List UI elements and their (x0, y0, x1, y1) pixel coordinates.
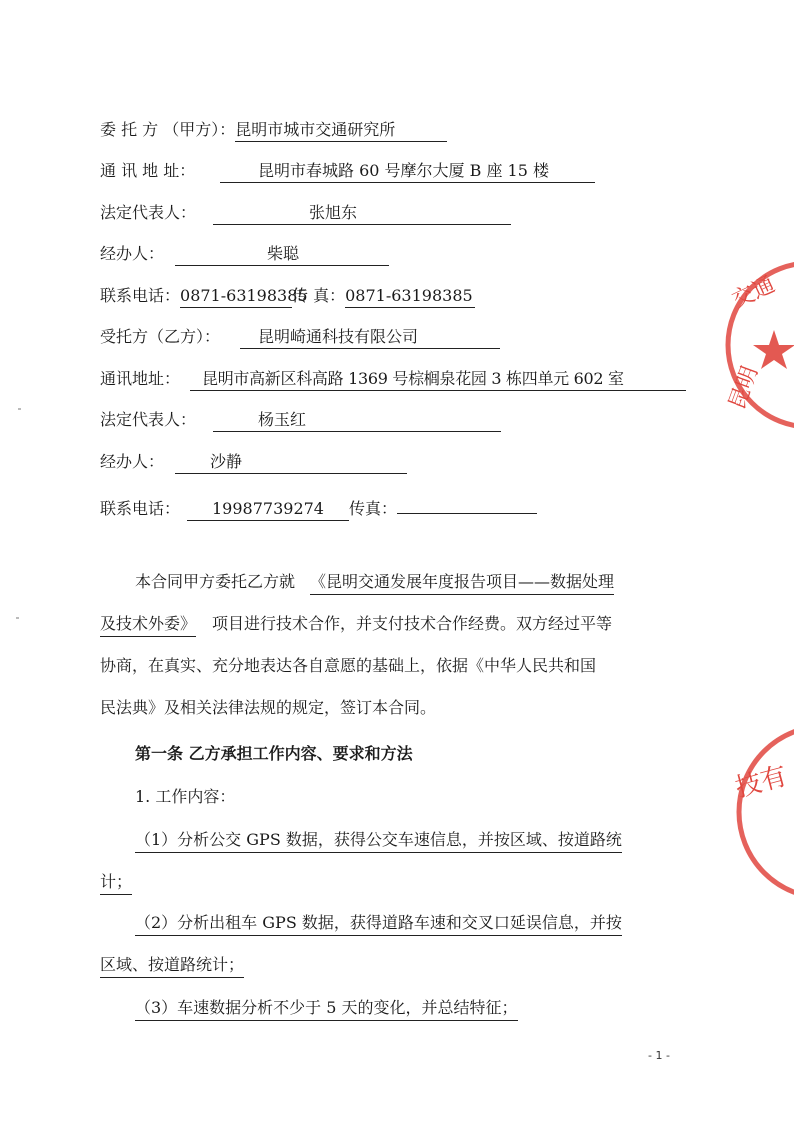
project-title-part-1: 《昆明交通发展年度报告项目——数据处理 (310, 570, 614, 595)
party-a-agent-label: 经办人： (100, 244, 165, 263)
party-b-name-value: 昆明崎通科技有限公司 (240, 326, 500, 349)
party-b-agent-value: 沙静 (175, 451, 407, 474)
party-b-phone-label: 联系电话： (100, 499, 181, 518)
party-a-rep-label: 法定代表人： (100, 203, 197, 222)
seal-top-text: 交通 (728, 272, 779, 314)
party-a-agent-row (100, 242, 389, 266)
party-b-agent-row (100, 450, 407, 474)
party-b-address-label: 通讯地址： (100, 369, 181, 388)
party-b-address-value: 昆明市高新区科高路 1369 号棕榈泉花园 3 栋四单元 602 室 (190, 368, 686, 391)
party-a-phone-row (100, 284, 475, 308)
intro-line-1-text: 本合同甲方委托乙方就 (135, 572, 296, 591)
party-a-name-value: 昆明市城市交通研究所 (235, 119, 447, 142)
work-content-label: 1. 工作内容： (135, 787, 236, 806)
party-a-phone-value: 0871-63198385 (180, 285, 292, 308)
seal-stamp-top (700, 250, 794, 440)
item-2-text-2: 区域、按道路统计； (100, 953, 244, 978)
party-a-fax-value: 0871-63198385 (345, 285, 475, 308)
party-a-rep-value: 张旭东 (213, 202, 511, 225)
party-b-address-row (100, 367, 686, 391)
page-number: - 1 - (648, 1049, 670, 1062)
intro-line-2-text: 项目进行技术合作，并支付技术合作经费。双方经过平等 (212, 614, 613, 633)
party-a-agent-value: 柴聪 (175, 243, 389, 266)
party-a-address-label: 通 讯 地 址： (100, 161, 196, 180)
party-b-rep-label: 法定代表人： (100, 410, 197, 429)
party-b-rep-value: 杨玉红 (213, 409, 501, 432)
party-b-rep-row (100, 408, 501, 432)
scan-speck (18, 408, 21, 410)
item-3-text-1: （3）车速数据分析不少于 5 天的变化，并总结特征； (135, 996, 518, 1021)
party-b-fax-label: 传真： (349, 499, 398, 518)
party-b-fax-value (397, 491, 537, 514)
party-a-name-row (100, 118, 447, 142)
seal-stamp-middle (725, 722, 794, 897)
party-b-name-row (100, 325, 500, 349)
party-a-phone-label: 联系电话： (100, 286, 181, 305)
party-a-rep-row (100, 201, 511, 225)
party-a-address-value: 昆明市春城路 60 号摩尔大厦 B 座 15 楼 (220, 160, 595, 183)
party-b-phone-row (100, 491, 537, 518)
item-1-text-2: 计； (100, 870, 132, 895)
party-b-phone-value: 19987739274 (187, 498, 349, 521)
party-a-address-row (100, 159, 595, 183)
intro-line-4-text: 民法典》及相关法律法规的规定，签订本合同。 (100, 698, 437, 717)
party-b-agent-label: 经办人： (100, 452, 165, 471)
article-1-heading: 第一条 乙方承担工作内容、要求和方法 (135, 744, 413, 763)
seal-left-text: 昆明 (724, 363, 764, 413)
project-title-part-2: 及技术外委》 (100, 612, 196, 637)
item-2-text-1: （2）分析出租车 GPS 数据，获得道路车速和交叉口延误信息，并按 (135, 911, 622, 936)
party-a-fax-label: 传 真： (292, 286, 346, 305)
seal-mid-text: 技有 (732, 761, 791, 804)
party-b-name-label: 受托方（乙方）： (100, 327, 221, 346)
item-1-text-1: （1）分析公交 GPS 数据，获得公交车速信息，并按区域、按道路统 (135, 828, 622, 853)
scan-speck (16, 617, 19, 619)
party-a-name-label: 委 托 方 （甲方）： (100, 120, 236, 139)
intro-line-3-text: 协商，在真实、充分地表达各自意愿的基础上，依据《中华人民共和国 (100, 656, 597, 675)
